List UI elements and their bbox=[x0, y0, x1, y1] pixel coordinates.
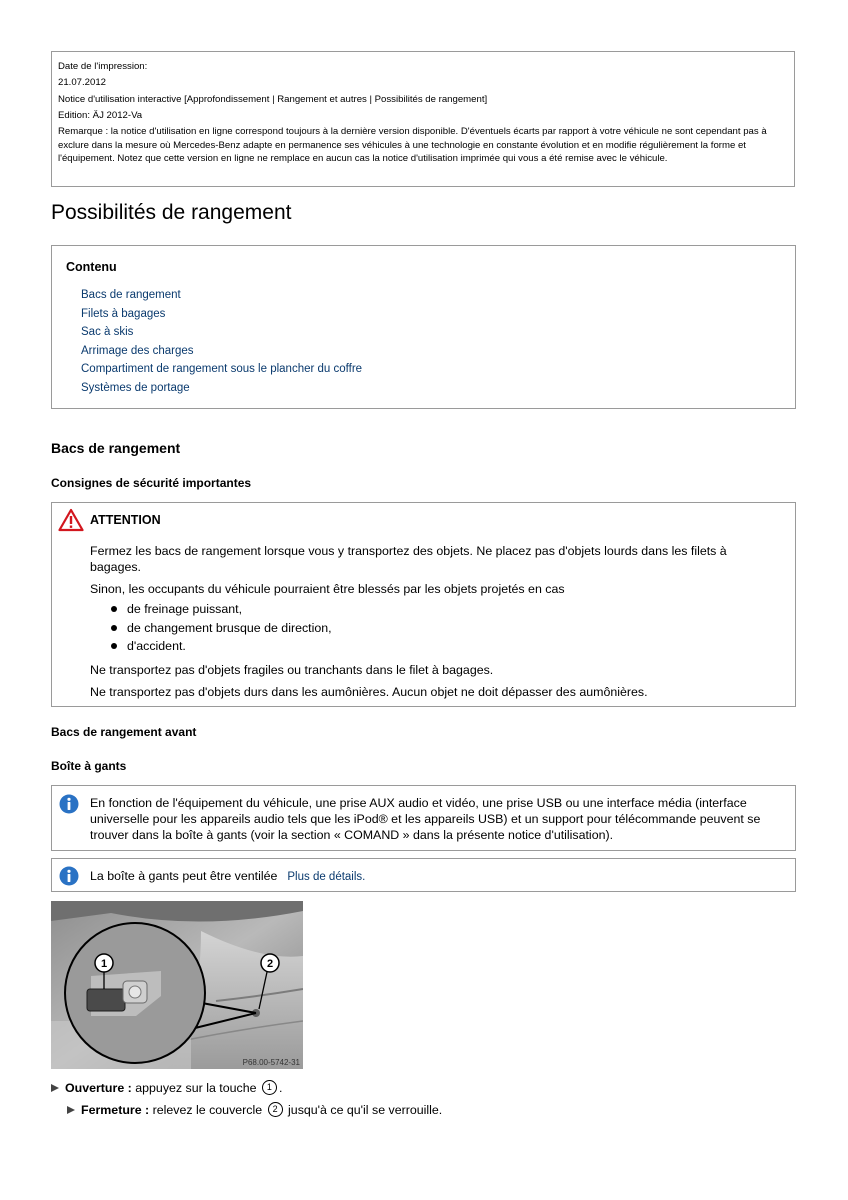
toc-box bbox=[51, 245, 796, 409]
list-item: de freinage puissant, bbox=[90, 600, 780, 619]
toc-link-filets[interactable]: Filets à bagages bbox=[81, 307, 166, 320]
subheading-glovebox: Boîte à gants bbox=[51, 759, 127, 773]
step-arrow-icon bbox=[51, 1084, 59, 1092]
info-text: En fonction de l'équipement du véhicule, une prise AUX audio et vidéo, une prise USB ou une interface média (interface universelle pour les appareils audio tels que les iPod® et les appareils USB) et un support pour télécommande peuvent se trouver dans la boîte à gants (voir la section « COMAND » dans la présente notice d'utilisation). bbox=[90, 796, 761, 842]
list-item: d'accident. bbox=[90, 637, 780, 656]
toc-link-bacs[interactable]: Bacs de rangement bbox=[81, 289, 181, 301]
figure-code: P68.00-5742-31 bbox=[242, 1058, 300, 1067]
warning-box bbox=[51, 502, 796, 707]
subheading-front-storage: Bacs de rangement avant bbox=[51, 725, 197, 739]
page-title: Possibilités de rangement bbox=[51, 201, 292, 224]
warning-paragraph: Sinon, les occupants du véhicule pourraient être blessés par les objets projetés en cas bbox=[90, 582, 565, 596]
info-icon bbox=[59, 866, 79, 889]
step-open: Ouverture : appuyez sur la touche 1 . bbox=[51, 1080, 282, 1096]
toc-link-portage[interactable]: Systèmes de portage bbox=[81, 381, 190, 394]
warning-paragraph: Fermez les bacs de rangement lorsque vous y transportez des objets. Ne placez pas d'objets lourds dans les filets à bagages. bbox=[90, 544, 727, 574]
warning-body bbox=[90, 543, 780, 706]
warning-triangle-icon bbox=[58, 508, 84, 535]
bullet-icon bbox=[111, 625, 117, 631]
bullet-icon bbox=[111, 606, 117, 612]
toc-link-arrimage[interactable]: Arrimage des charges bbox=[81, 344, 194, 357]
details-link[interactable]: Plus de détails. bbox=[287, 871, 366, 883]
print-remark: Remarque : la notice d'utilisation en ligne correspond toujours à la dernière version disponible. D'éventuels écarts par rapport à votre véhicule ne sont cependant pas à exclure dans la mesure où Mercedes-Benz adapte en permanence ses véhicules à une technologie en constante évolution et en modifie régulièrement la forme et l'équipement. Notez que cette version en ligne ne remplace en aucun cas la notice d'utilisation imprimée qui vous a été remise avec le véhicule. bbox=[58, 126, 767, 165]
warning-paragraph: Ne transportez pas d'objets fragiles ou tranchants dans le filet à bagages. bbox=[90, 662, 494, 677]
glovebox-photo bbox=[51, 901, 303, 1069]
step-arrow-icon bbox=[67, 1106, 75, 1114]
step-close: Fermeture : relevez le couvercle 2 jusqu'à ce qu'il se verrouille. bbox=[67, 1102, 442, 1118]
toc-list bbox=[81, 286, 362, 398]
toc-link-sac-skis[interactable]: Sac à skis bbox=[81, 326, 134, 339]
callout-2: 2 bbox=[266, 958, 274, 970]
bullet-icon bbox=[111, 643, 117, 649]
print-date-label: Date de l'impression: bbox=[58, 61, 148, 72]
print-edition: Edition: ÄJ 2012-Va bbox=[58, 109, 143, 121]
warning-bullet-list bbox=[90, 600, 780, 656]
section-heading-bacs: Bacs de rangement bbox=[51, 440, 181, 456]
info-box-equipment bbox=[51, 785, 796, 851]
print-date: 21.07.2012 bbox=[58, 77, 107, 89]
list-item: de changement brusque de direction, bbox=[90, 619, 780, 638]
warning-paragraph: Ne transportez pas d'objets durs dans les aumônières. Aucun objet ne doit dépasser des aumônières. bbox=[90, 684, 648, 699]
warning-title: ATTENTION bbox=[90, 513, 161, 527]
info-box-ventilation bbox=[51, 858, 796, 892]
callout-1: 1 bbox=[100, 958, 108, 970]
callout-ref-1: 1 bbox=[262, 1080, 277, 1095]
info-icon bbox=[59, 794, 79, 817]
print-notice-path: Notice d'utilisation interactive [Approfondissement | Rangement et autres | Possibilités de rangement] bbox=[58, 93, 488, 105]
toc-title: Contenu bbox=[66, 260, 117, 274]
info-text: La boîte à gants peut être ventilée Plus de détails. bbox=[90, 869, 366, 883]
subheading-safety: Consignes de sécurité importantes bbox=[51, 476, 252, 490]
print-info-box bbox=[51, 51, 795, 187]
toc-link-compartiment[interactable]: Compartiment de rangement sous le plancher du coffre bbox=[81, 363, 363, 376]
callout-ref-2: 2 bbox=[268, 1102, 283, 1117]
